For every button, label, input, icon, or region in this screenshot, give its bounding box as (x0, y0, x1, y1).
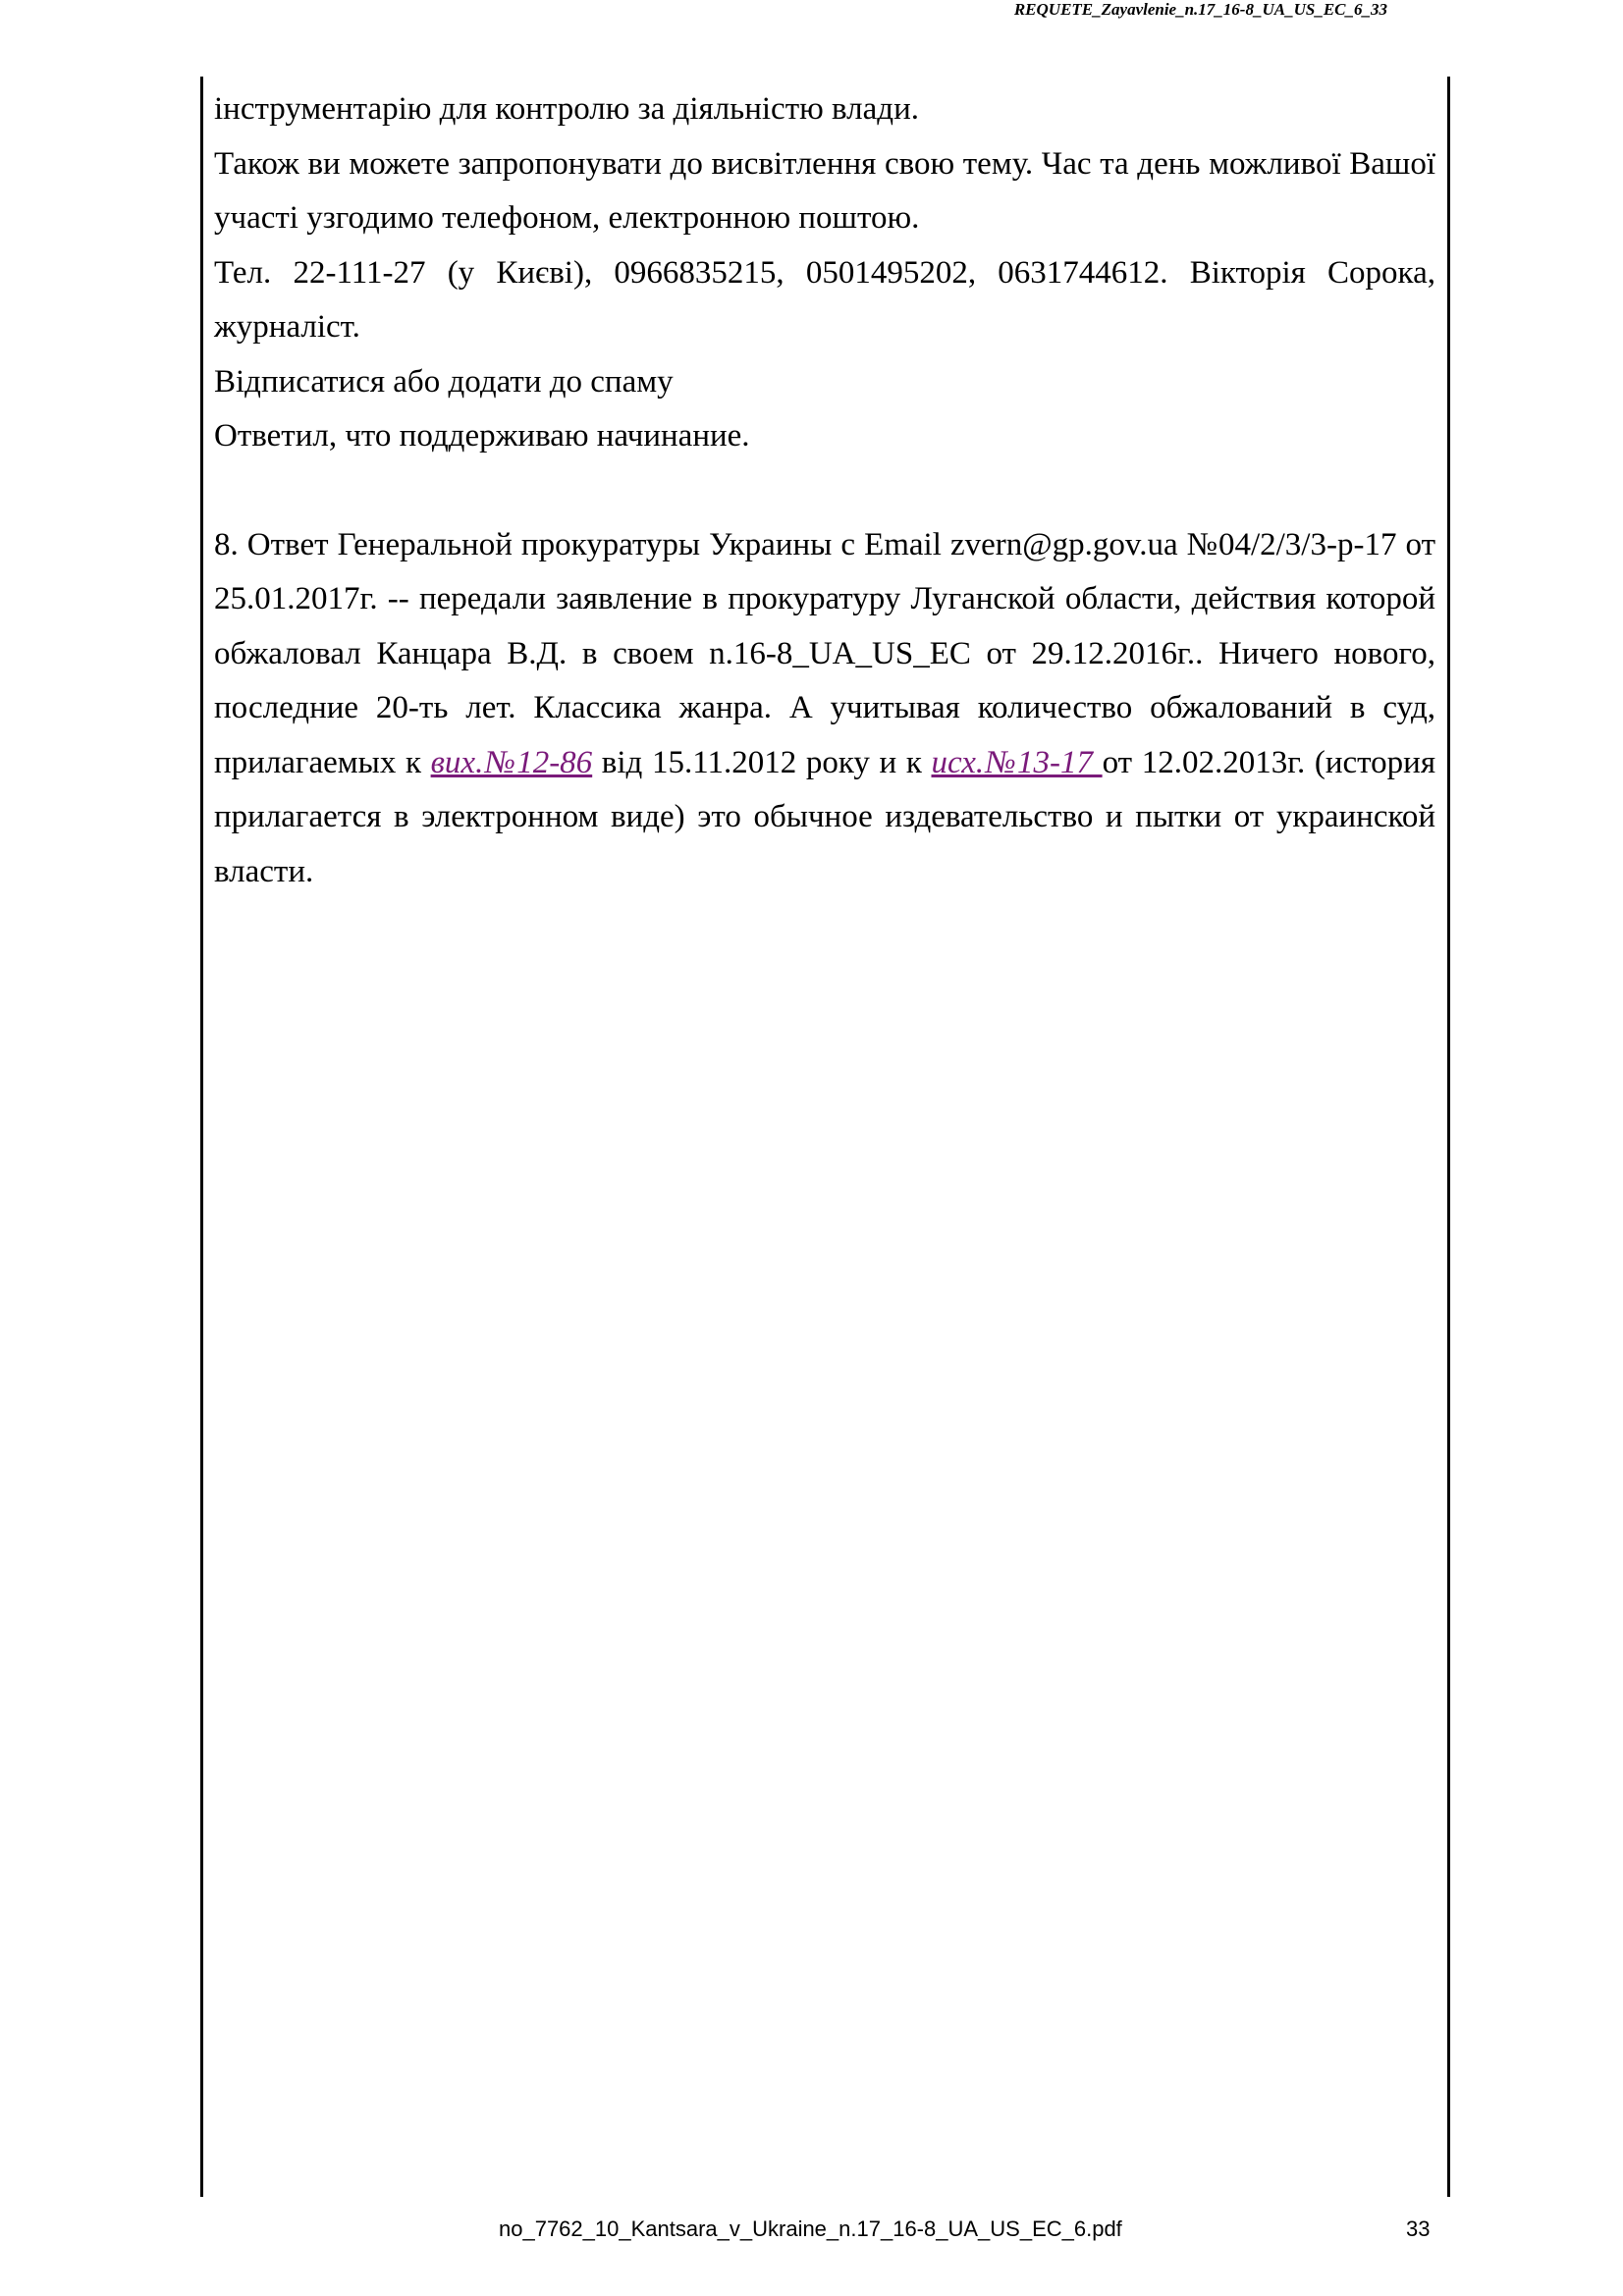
page-body (214, 82, 1435, 899)
left-margin-line (200, 77, 203, 2197)
paragraph-gap (214, 464, 1435, 518)
paragraph-2: Також ви можете запропонувати до висвітлення свою тему. Час та день можливої Вашої участі узгодимо телефоном, електронною поштою. (214, 145, 1435, 236)
header-doc-ref: REQUETE_Zayavlenie_n.17_16-8_UA_US_EC_6_33 (1013, 0, 1387, 19)
footer-filename: no_7762_10_Kantsara_v_Ukraine_n.17_16-8_UA_US_EC_6.pdf (499, 2216, 1122, 2241)
link-outgoing-13-17[interactable]: исх.№13-17 (931, 744, 1103, 780)
page-number: 33 (1406, 2216, 1431, 2241)
right-margin-line (1447, 77, 1450, 2197)
paragraph-4: Відписатися або додати до спаму (214, 363, 674, 400)
paragraph-5: Ответил, что поддерживаю начинание. (214, 418, 750, 454)
paragraph-8-text-c: от 12.02.2013г. (история прилагается в электронном виде) это обычное издевательство и пытки от украинской власти. (214, 744, 1436, 889)
paragraph-8-text-b: від 15.11.2012 року и к (592, 744, 932, 780)
paragraph-8-text-a: 8. Ответ Генеральной прокуратуры Украины с Email zvern@gp.gov.ua №04/2/3/3-р-17 от 25.01.2017г. -- передали заявление в прокуратуру Луганской области, действия которой обжаловал Канцара В.Д. в своем n.16-8_UA_US_EC от 29.12.2016г.. Ничего нового, последние 20-ть лет. Классика жанра. А учитывая количество обжалований в суд, прилагаемых к (214, 526, 1435, 780)
paragraph-1: інструментарію для контролю за діяльністю влади. (214, 91, 919, 127)
paragraph-3: Тел. 22-111-27 (у Києві), 0966835215, 0501495202, 0631744612. Вікторія Сорока, журналіст. (214, 254, 1435, 345)
link-outgoing-12-86[interactable]: вих.№12-86 (430, 744, 593, 780)
paragraph-8 (214, 518, 1435, 900)
